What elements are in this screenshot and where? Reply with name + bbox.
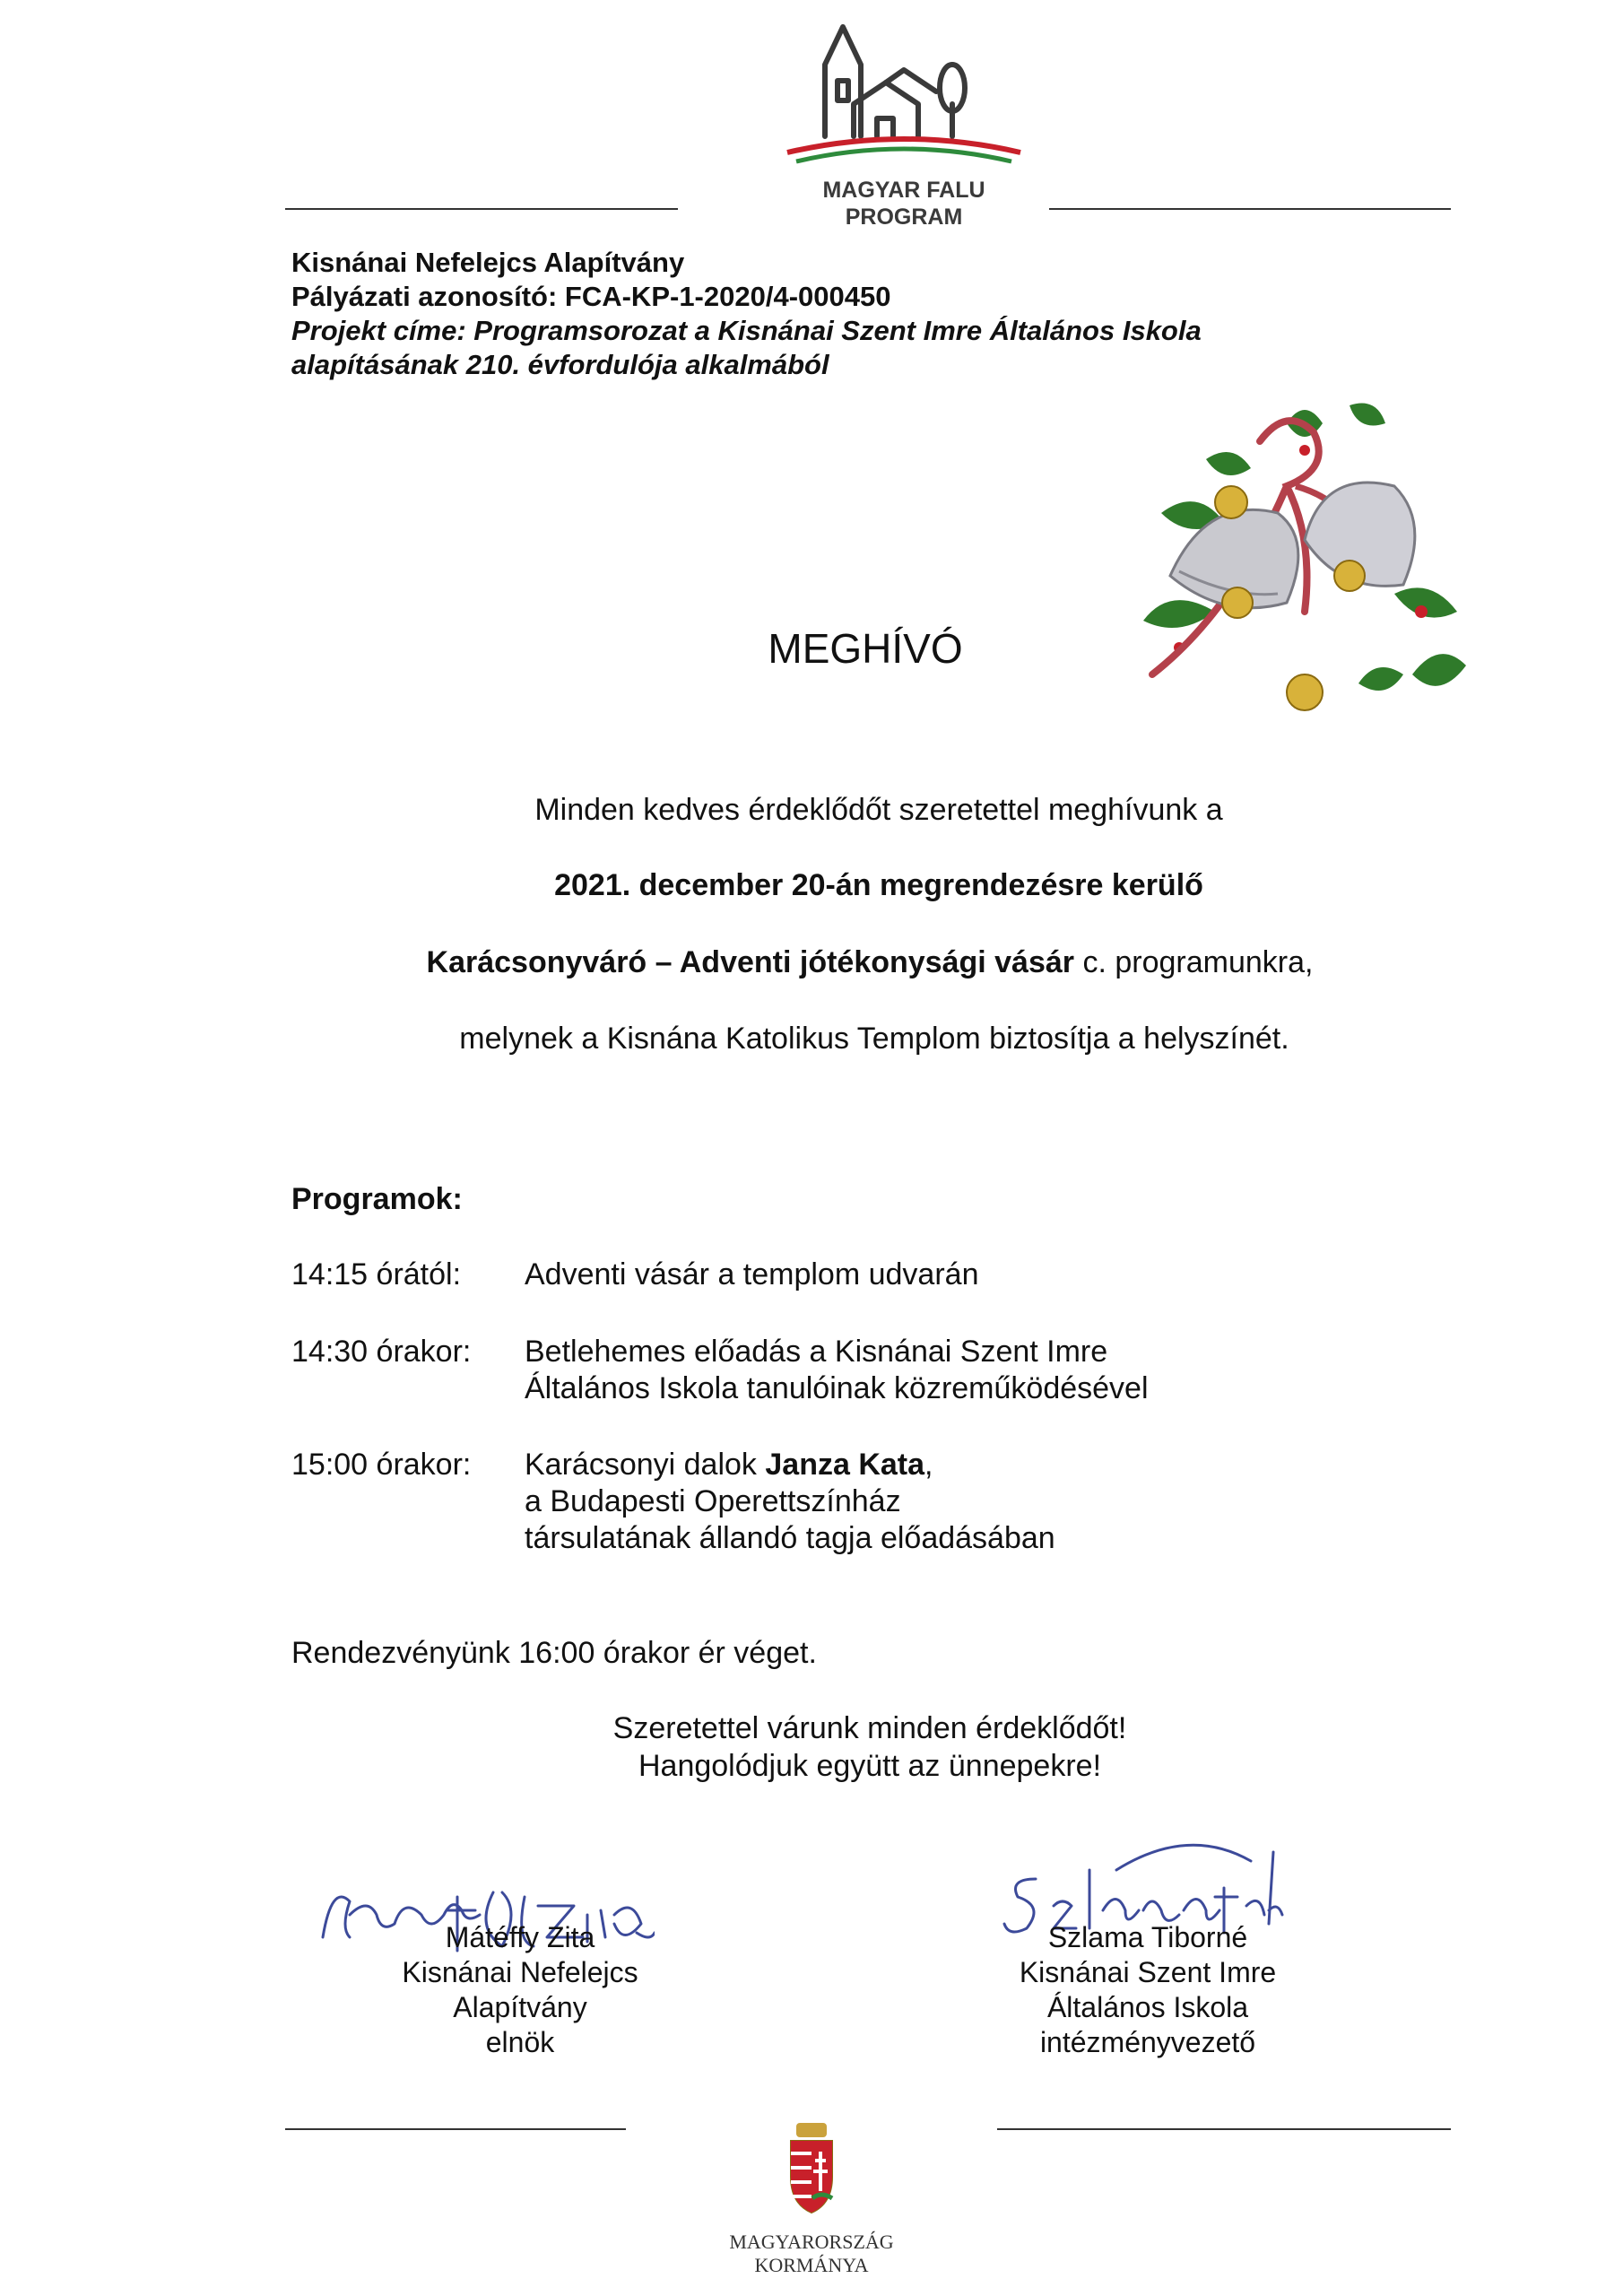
- signatory-left-role: elnök: [485, 2026, 555, 2058]
- magyar-falu-logo: [760, 18, 1047, 242]
- program-desc-3a-pre: Karácsonyi dalok: [525, 1448, 766, 1482]
- signatory-left: [341, 1920, 699, 2060]
- invite-line3-rest: c. programunkra,: [1074, 945, 1314, 979]
- header-id: Pályázati azonosító: FCA-KP-1-2020/4-000450: [291, 281, 891, 312]
- hungarian-coat-of-arms-icon: [708, 2112, 915, 2229]
- invite-line1: Minden kedves érdeklődőt szeretettel meghívunk a: [534, 793, 1223, 827]
- signatory-right-org2: Általános Iskola: [1046, 1991, 1249, 2023]
- program-desc-3c: társulatának állandó tagja előadásában: [525, 1521, 1055, 1555]
- invite-line2: 2021. december 20-án megrendezésre kerülő: [554, 868, 1203, 902]
- signatory-left-org2: Alapítvány: [453, 1991, 587, 2023]
- top-rule-right: [1049, 208, 1451, 210]
- signatory-left-org1: Kisnánai Nefelejcs: [402, 1956, 638, 1988]
- signatory-right-name: Szlama Tiborné: [1047, 1921, 1248, 1953]
- program-desc-3b: a Budapesti Operettszínház: [525, 1484, 901, 1518]
- program-desc-3a-post: ,: [924, 1448, 933, 1482]
- program-desc-3a: [525, 1447, 933, 1483]
- bottom-rule-left: [285, 2128, 626, 2130]
- program-time-2: 14:30 órakor:: [291, 1335, 472, 1369]
- signatory-right-role: intézményvezető: [1039, 2026, 1256, 2058]
- invite-line3: [0, 944, 1623, 980]
- program-desc-1: Adventi vásár a templom udvarán: [525, 1257, 979, 1292]
- christmas-bells-holly-icon: [1125, 387, 1484, 746]
- village-church-house-tree-icon: [760, 18, 1047, 179]
- top-rule-left: [285, 208, 678, 210]
- invite-line4: melynek a Kisnána Katolikus Templom biztosítja a helyszínét.: [459, 1022, 1289, 1056]
- program-desc-2b: Általános Iskola tanulóinak közreműködésével: [525, 1371, 1149, 1405]
- logo-top-line2: PROGRAM: [845, 204, 963, 230]
- government-logo: [708, 2112, 915, 2292]
- logo-bottom-line2: KORMÁNYA: [754, 2254, 869, 2276]
- program-time-3: 15:00 órakor:: [291, 1448, 472, 1482]
- closing-wish2: Hangolódjuk együtt az ünnepekre!: [638, 1749, 1102, 1783]
- header-org: Kisnánai Nefelejcs Alapítvány: [291, 247, 685, 278]
- closing-end: Rendezvényünk 16:00 órakor ér véget.: [291, 1636, 817, 1670]
- program-desc-2a: Betlehemes előadás a Kisnánai Szent Imre: [525, 1335, 1108, 1369]
- bottom-rule-right: [997, 2128, 1451, 2130]
- signatory-right-org1: Kisnánai Szent Imre: [1019, 1956, 1277, 1988]
- programs-heading: Programok:: [291, 1182, 463, 1216]
- christmas-bells-decoration: [1125, 387, 1484, 746]
- signatory-left-name: Mátéffy Zita: [445, 1921, 595, 1953]
- page-title: MEGHÍVÓ: [768, 625, 963, 672]
- header-project-line1: Projekt címe: Programsorozat a Kisnánai Szent Imre Általános Iskola: [291, 315, 1202, 346]
- event-name: Karácsonyváró – Adventi jótékonysági vásár: [426, 945, 1075, 979]
- logo-top-line1: MAGYAR FALU: [822, 178, 985, 203]
- closing-wish1: Szeretettel várunk minden érdeklődőt!: [612, 1711, 1127, 1745]
- header-project-line2: alapításának 210. évfordulója alkalmából: [291, 349, 829, 380]
- signatory-right: [959, 1920, 1336, 2060]
- performer-name: Janza Kata: [765, 1448, 925, 1482]
- logo-bottom-line1: MAGYARORSZÁG: [729, 2231, 894, 2253]
- program-time-1: 14:15 órától:: [291, 1257, 462, 1292]
